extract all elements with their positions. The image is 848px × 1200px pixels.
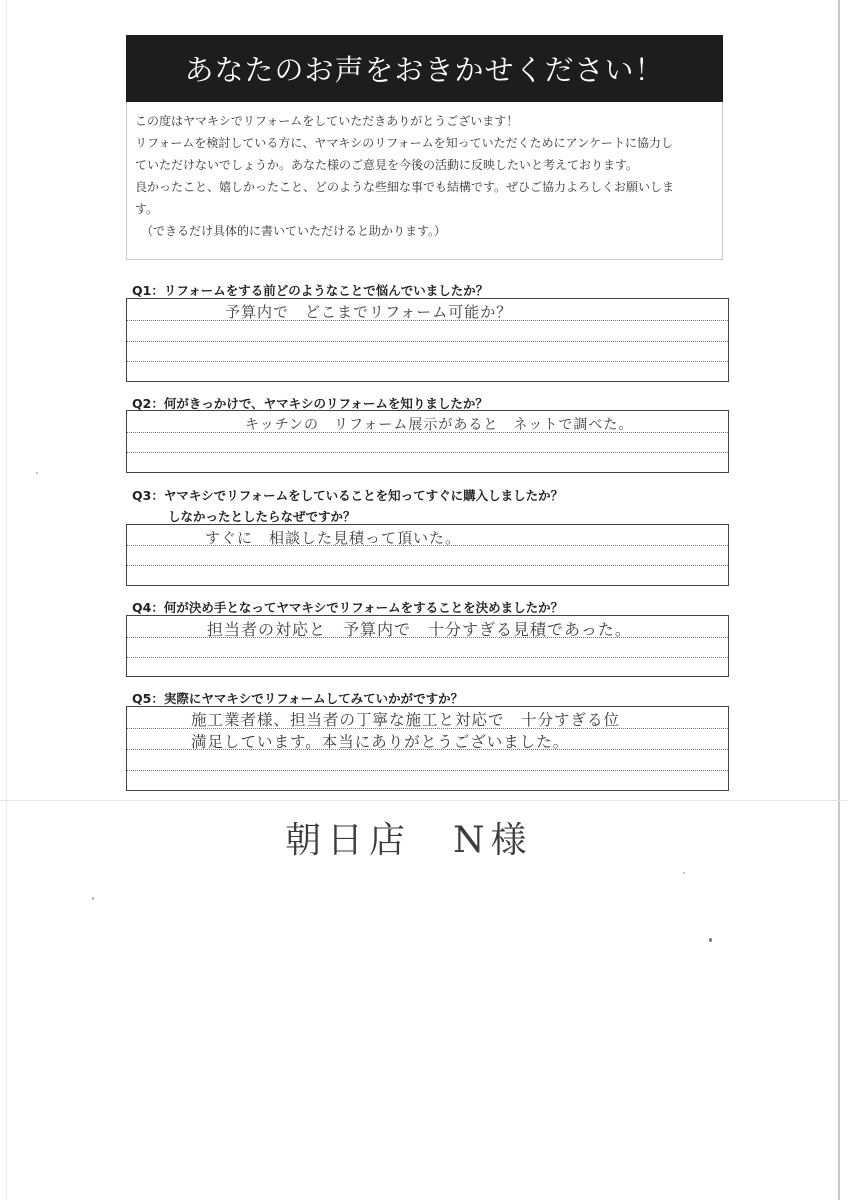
- scan-speck: [92, 897, 94, 900]
- scan-speck: [683, 872, 685, 874]
- answer-rule: [127, 657, 728, 658]
- answer-box-4: [126, 615, 729, 677]
- answer-box-1: [126, 298, 729, 382]
- answer-rule: [127, 565, 728, 566]
- intro-line: （できるだけ具体的に書いていただけると助かります。）: [141, 224, 447, 238]
- intro-line: 良かったこと、嬉しかったこと、どのような些細な事でも結構です。ぜひご協力よろしくお願いしま: [135, 180, 675, 194]
- scan-fold-line: [0, 800, 848, 801]
- customer-signature: 朝日店 N様: [285, 820, 533, 861]
- survey-title: あなたのお声をおきかせください！: [126, 35, 723, 102]
- intro-line: す。: [135, 202, 159, 216]
- answer-box-2: [126, 410, 729, 473]
- question-5: Q5：実際にヤマキシでリフォームしてみていかがですか？: [132, 691, 464, 706]
- answer-rule: [127, 361, 728, 362]
- scan-speck: [709, 938, 712, 942]
- answer-rule: [127, 452, 728, 453]
- answer-rule: [127, 341, 728, 342]
- question-4: Q4：何が決め手となってヤマキシでリフォームをすることを決めましたか？: [132, 600, 564, 615]
- answer-2-handwriting: キッチンの リフォーム展示があると ネットで調べた。: [245, 417, 634, 433]
- answer-box-3: [126, 524, 729, 586]
- answer-1-handwriting: 予算内で どこまでリフォーム可能か？: [225, 303, 513, 321]
- answer-5-handwriting-line-1: 施工業者様、担当者の丁寧な施工と対応で 十分すぎる位: [191, 711, 621, 729]
- scan-speck: [36, 472, 38, 474]
- question-1: Q1：リフォームをする前どのようなことで悩んでいましたか？: [132, 283, 489, 298]
- intro-line: この度はヤマキシでリフォームをしていただきありがとうございます！: [135, 114, 519, 128]
- answer-rule: [127, 770, 728, 771]
- question-3: Q3：ヤマキシでリフォームをしていることを知ってすぐに購入しましたか？: [132, 488, 564, 503]
- intro-line: リフォームを検討している方に、ヤマキシのリフォームを知っていただくためにアンケートに協力し: [135, 136, 673, 150]
- scan-edge-left: [6, 0, 7, 1200]
- answer-5-handwriting-line-2: 満足しています。本当にありがとうございました。: [191, 733, 570, 751]
- question-2: Q2：何がきっかけで、ヤマキシのリフォームを知りましたか？: [132, 396, 488, 411]
- question-3-sub: しなかったとしたらなぜですか？: [168, 509, 356, 524]
- answer-3-handwriting: すぐに 相談した見積って頂いた。: [205, 529, 462, 547]
- answer-box-5: [126, 706, 729, 791]
- intro-line: ていただけないでしょうか。あなた様のご意見を今後の活動に反映したいと考えております。: [135, 158, 639, 172]
- intro-message: [126, 102, 723, 260]
- scan-edge-right: [838, 0, 840, 1200]
- answer-4-handwriting: 担当者の対応と 予算内で 十分すぎる見積であった。: [207, 620, 632, 639]
